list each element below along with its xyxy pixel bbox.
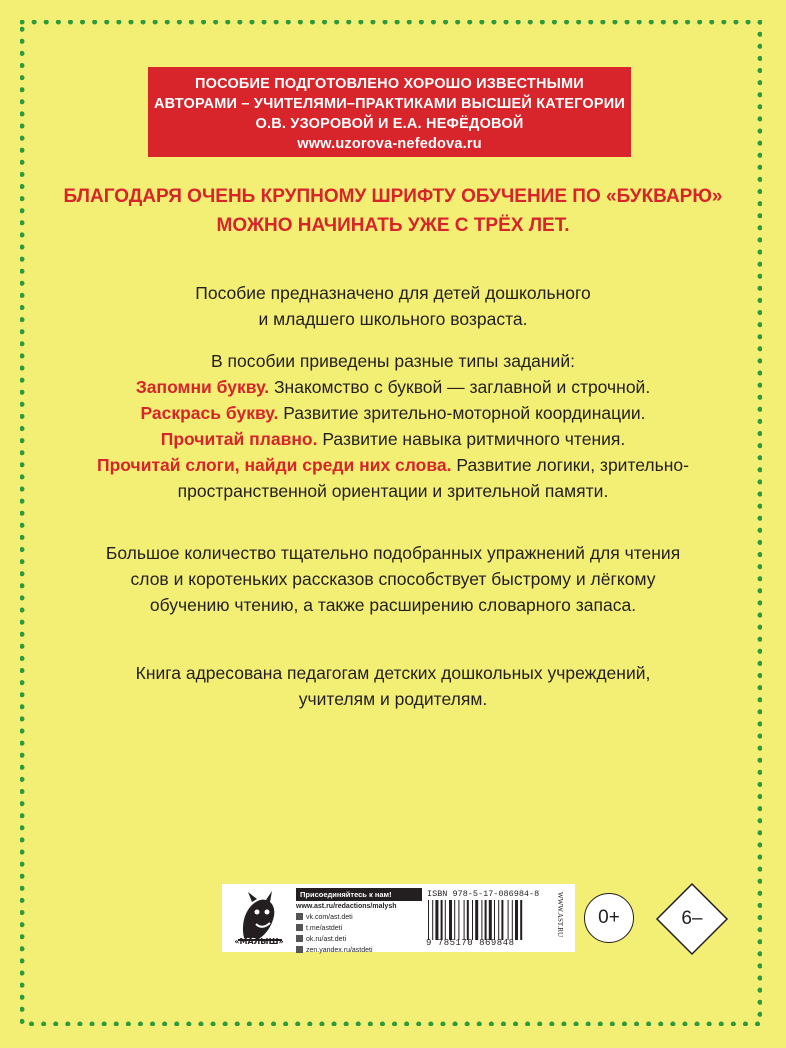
barcode [426, 900, 546, 940]
headline-line-2: МОЖНО НАЧИНАТЬ УЖЕ С ТРЁХ ЛЕТ. [216, 215, 570, 236]
task-2 [30, 400, 756, 426]
age-rating-diamond-label: 6– [681, 908, 703, 929]
task-3 [30, 426, 756, 452]
barcode-bar [501, 900, 503, 940]
barcode-bar [467, 900, 469, 940]
barcode-bar [432, 900, 433, 940]
exercises-paragraph [30, 540, 756, 618]
audience-paragraph [30, 660, 756, 712]
task-1-text: Знакомство с буквой — заглавной и строчной. [269, 377, 651, 397]
barcode-bar [441, 900, 443, 940]
task-2-title: Раскрась букву. [140, 403, 279, 423]
headline-line-1: БЛАГОДАРЯ ОЧЕНЬ КРУПНОМУ ШРИФТУ ОБУЧЕНИЕ ПО «БУКВАРЮ» [63, 186, 723, 207]
barcode-bar [485, 900, 487, 940]
publisher-site-link[interactable]: www.ast.ru/redactions/malysh [296, 903, 397, 910]
tasks-paragraph [30, 348, 756, 504]
task-4-text: Развитие логики, зрительно- [451, 455, 689, 475]
social-vk[interactable]: vk.com/ast.deti [296, 912, 426, 923]
zen-icon [296, 946, 303, 953]
headline [40, 182, 746, 240]
isbn: ISBN 978-5-17-086984-8 [427, 889, 540, 899]
barcode-bar [481, 900, 482, 940]
barcode-bar [464, 900, 465, 940]
social-ok[interactable]: ok.ru/ast.deti [296, 934, 426, 945]
authors-line-3: О.В. УЗОРОВОЙ И Е.А. НЕФЁДОВОЙ [255, 116, 524, 132]
barcode-bar [428, 900, 429, 940]
audience-line-2: учителям и родителям. [298, 689, 488, 709]
task-1 [30, 374, 756, 400]
task-1-title: Запомни букву. [135, 377, 270, 397]
telegram-icon [296, 924, 303, 931]
task-4-continued: пространственной ориентации и зрительной памяти. [177, 481, 609, 501]
age-rating-circle: 0+ [584, 893, 634, 943]
ast-website[interactable]: WWW.AST.RU [556, 892, 564, 938]
barcode-bar [508, 900, 509, 940]
barcode-bar [458, 900, 459, 940]
join-us-label: Присоединяйтесь к нам! [296, 888, 422, 901]
barcode-bar [489, 900, 492, 940]
social-telegram[interactable]: t.me/astdeti [296, 923, 426, 934]
task-3-text: Развитие навыка ритмичного чтения. [317, 429, 626, 449]
barcode-bar [512, 900, 513, 940]
dotted-border [20, 20, 762, 1026]
barcode-bar [445, 900, 446, 940]
ok-icon [296, 935, 303, 942]
vk-icon [296, 913, 303, 920]
barcode-bar [454, 900, 455, 940]
authors-line-2: АВТОРАМИ – УЧИТЕЛЯМИ–ПРАКТИКАМИ ВЫСШЕЙ КАТЕГОРИИ [154, 96, 625, 112]
social-links [296, 888, 426, 956]
barcode-number: 9 785170 869848 [426, 938, 515, 948]
intro-line-2: и младшего школьного возраста. [258, 309, 528, 329]
intro-paragraph [30, 280, 756, 332]
publisher-info-box [222, 884, 575, 952]
task-4-title: Прочитай слоги, найди среди них слова. [97, 455, 452, 475]
task-2-text: Развитие зрительно-моторной координации. [278, 403, 646, 423]
authors-website[interactable]: www.uzorova-nefedova.ru [297, 136, 482, 152]
social-zen[interactable]: zen.yandex.ru/astdeti [296, 945, 426, 956]
publisher-brand: «МАЛЫШ» [234, 937, 284, 946]
intro-line-1: Пособие предназначено для детей дошкольного [195, 283, 591, 303]
barcode-bar [494, 900, 495, 940]
audience-line-1: Книга адресована педагогам детских дошкольных учреждений, [135, 663, 651, 683]
barcode-bar [498, 900, 499, 940]
barcode-bar [472, 900, 473, 940]
authors-banner [148, 67, 631, 157]
barcode-bar [449, 900, 452, 940]
authors-line-1: ПОСОБИЕ ПОДГОТОВЛЕНО ХОРОШО ИЗВЕСТНЫМИ [195, 76, 584, 92]
barcode-bar [520, 900, 522, 940]
task-4 [30, 452, 756, 478]
task-3-title: Прочитай плавно. [160, 429, 318, 449]
exercises-line-2: слов и коротеньких рассказов способствует быстрому и лёгкому [130, 569, 656, 589]
barcode-bar [475, 900, 478, 940]
barcode-bar [435, 900, 438, 940]
tasks-lead: В пособии приведены разные типы заданий: [211, 351, 575, 371]
exercises-line-3: обучению чтению, а также расширению словарного запаса. [149, 595, 637, 615]
exercises-line-1: Большое количество тщательно подобранных упражнений для чтения [105, 543, 681, 563]
barcode-bar [515, 900, 518, 940]
